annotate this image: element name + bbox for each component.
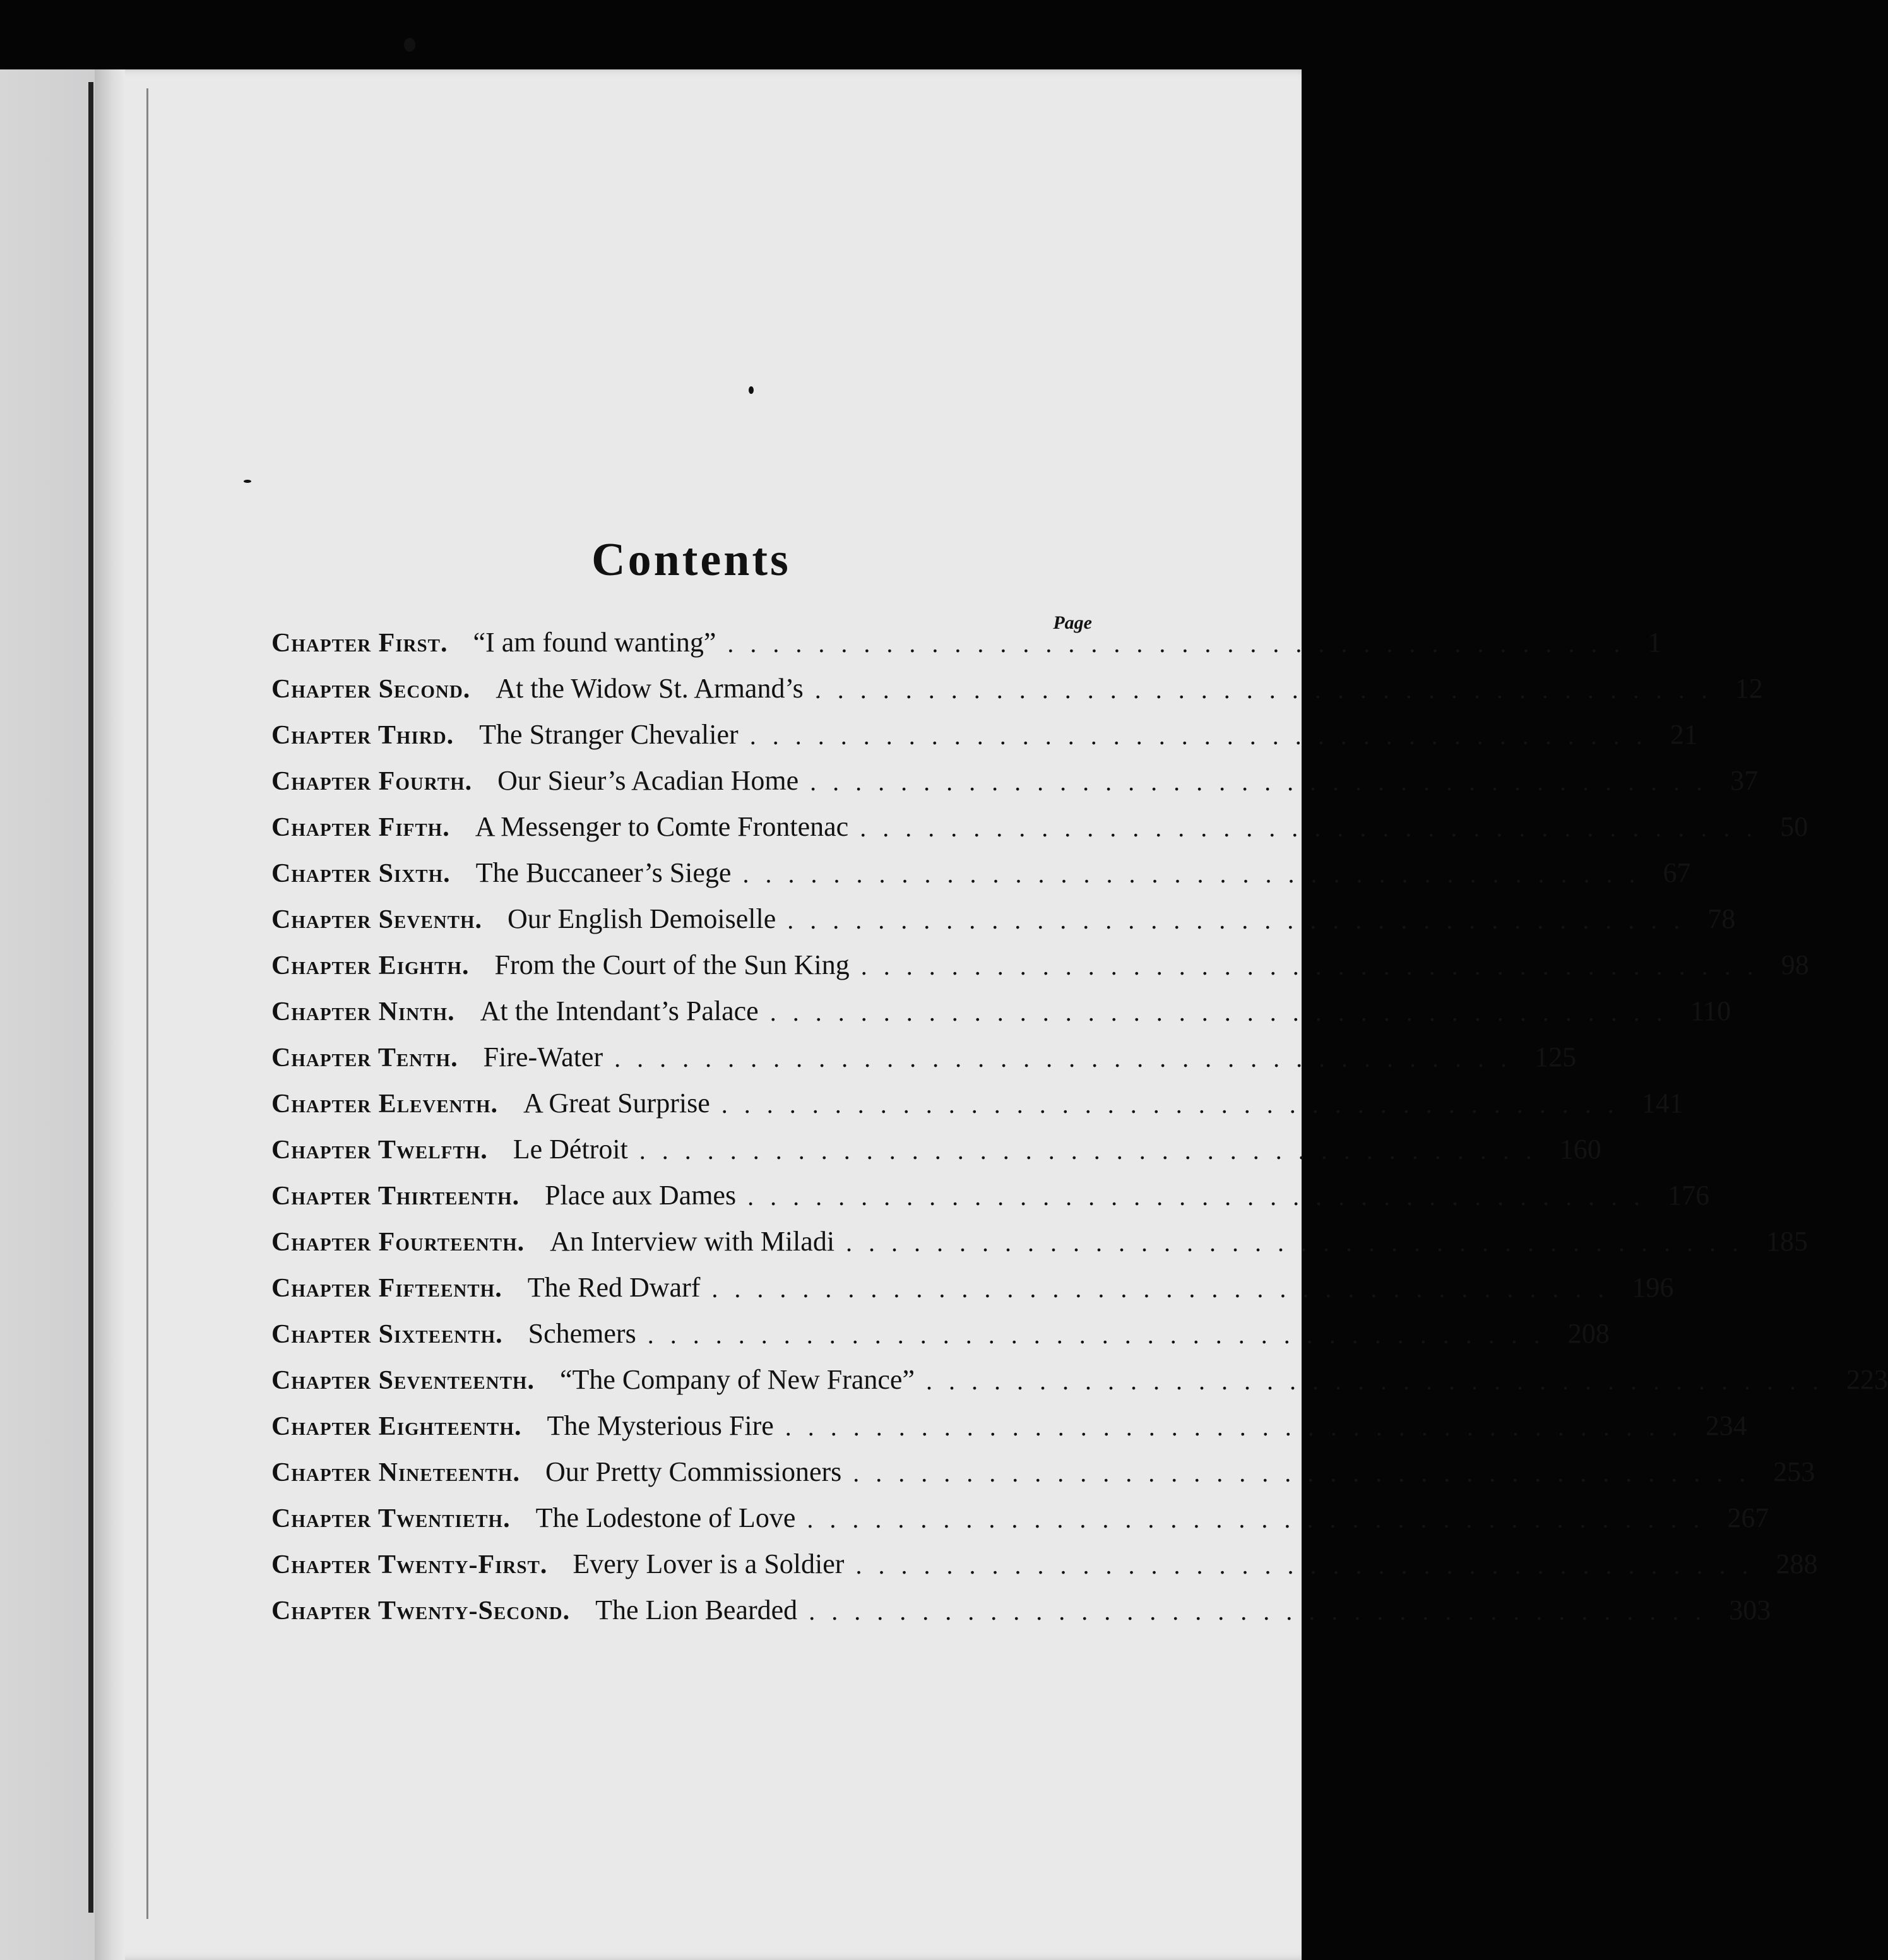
toc-entry: [271, 658, 1763, 704]
page-number: 110: [1690, 995, 1731, 1026]
chapter-label: Chapter Twenty-First.: [271, 1550, 548, 1579]
page-number: 141: [1641, 1088, 1683, 1119]
page-number: 160: [1559, 1134, 1601, 1165]
chapter-title: At the Intendant’s Palace: [480, 995, 759, 1026]
page-number: 253: [1773, 1456, 1815, 1487]
chapter-title: Every Lover is a Soldier: [573, 1548, 845, 1579]
gutter-line: [146, 88, 148, 1919]
toc-entry: [271, 1396, 1747, 1442]
toc-entry: [271, 1580, 1771, 1626]
dot-leader: ........................................: [749, 722, 1659, 750]
toc-entry: [271, 1534, 1818, 1580]
page-title: Contents: [591, 533, 791, 586]
toc-entry: [271, 1488, 1769, 1534]
page-number: 67: [1663, 857, 1691, 888]
toc-entry: [271, 1442, 1815, 1488]
toc-entry: [271, 1119, 1601, 1165]
page-number: 223: [1846, 1364, 1888, 1395]
chapter-label: Chapter Seventeenth.: [271, 1366, 535, 1395]
page-number: 303: [1729, 1595, 1771, 1625]
page-number: 78: [1707, 903, 1736, 934]
page-number: 98: [1781, 949, 1809, 980]
dot-leader: ........................................: [810, 768, 1719, 796]
ink-speck: [404, 38, 415, 52]
toc-entry: [271, 843, 1691, 889]
page-number: 21: [1670, 719, 1698, 750]
dot-leader: ........................................: [742, 860, 1652, 888]
chapter-label: Chapter Thirteenth.: [271, 1182, 520, 1211]
table-of-contents: [271, 612, 1888, 1626]
chapter-title: “I am found wanting”: [473, 627, 716, 658]
chapter-title: Our Pretty Commissioners: [545, 1456, 842, 1487]
chapter-label: Chapter Third.: [271, 721, 454, 750]
binding-shadow: [88, 82, 93, 1913]
chapter-label: Chapter Twentieth.: [271, 1504, 511, 1533]
chapter-label: Chapter Twelfth.: [271, 1136, 488, 1165]
page-gutter: [95, 69, 125, 1960]
chapter-label: Chapter Seventh.: [271, 905, 483, 934]
chapter-title: The Buccaneer’s Siege: [475, 857, 732, 888]
dot-leader: ........................................: [853, 1459, 1762, 1487]
dot-leader: ........................................: [711, 1274, 1621, 1303]
page-number: 185: [1766, 1226, 1808, 1257]
chapter-title: Fire-Water: [483, 1042, 603, 1072]
chapter-title: The Lodestone of Love: [535, 1502, 796, 1533]
chapter-label: Chapter Eighteenth.: [271, 1412, 522, 1441]
dot-leader: ........................................: [727, 629, 1637, 658]
chapter-title: A Messenger to Comte Frontenac: [475, 811, 849, 842]
toc-entry: [271, 612, 1662, 658]
chapter-title: Place aux Dames: [545, 1180, 737, 1211]
chapter-title: From the Court of the Sun King: [494, 949, 850, 980]
page-number: 125: [1535, 1042, 1577, 1072]
chapter-label: Chapter Sixth.: [271, 859, 451, 888]
page-number: 208: [1567, 1318, 1610, 1349]
facing-page-edge: [0, 69, 95, 1960]
dot-leader: ........................................: [807, 1505, 1716, 1533]
dot-leader: ........................................: [639, 1136, 1548, 1165]
page-number: 50: [1780, 811, 1808, 842]
chapter-label: Chapter Twenty-Second.: [271, 1596, 571, 1625]
dot-leader: ........................................: [860, 814, 1769, 842]
dot-leader: ........................................: [647, 1321, 1557, 1349]
toc-entry: [271, 981, 1731, 1027]
dot-leader: ........................................: [747, 1182, 1657, 1211]
page-number: 176: [1668, 1180, 1710, 1211]
chapter-label: Chapter Nineteenth.: [271, 1458, 520, 1487]
toc-entry: [271, 751, 1759, 797]
page-number: 37: [1730, 765, 1759, 796]
chapter-title: The Stranger Chevalier: [479, 719, 739, 750]
chapter-label: Chapter Fourteenth.: [271, 1228, 525, 1257]
dot-leader: ........................................: [814, 675, 1724, 704]
toc-entry: [271, 1073, 1683, 1119]
dot-leader: ........................................: [785, 1413, 1694, 1441]
page-number: 234: [1705, 1410, 1747, 1441]
chapter-title: A Great Surprise: [523, 1088, 710, 1119]
toc-entry: [271, 704, 1698, 751]
dot-leader: ........................................: [614, 1044, 1524, 1072]
chapter-title: The Lion Bearded: [595, 1595, 798, 1625]
chapter-label: Chapter Tenth.: [271, 1043, 458, 1072]
page-number: 267: [1727, 1502, 1769, 1533]
toc-entry: [271, 1350, 1888, 1396]
chapter-title: Our Sieur’s Acadian Home: [497, 765, 799, 796]
chapter-label: Chapter Fourth.: [271, 767, 473, 796]
chapter-label: Chapter Sixteenth.: [271, 1320, 503, 1349]
dot-leader: ........................................: [860, 952, 1770, 980]
dot-leader: ........................................: [846, 1228, 1755, 1257]
chapter-title: Schemers: [528, 1318, 636, 1349]
dot-leader: ........................................: [855, 1551, 1765, 1579]
ink-speck: [244, 480, 251, 483]
chapter-label: Chapter Eighth.: [271, 951, 470, 980]
dot-leader: ........................................: [721, 1090, 1630, 1119]
chapter-label: Chapter Fifteenth.: [271, 1274, 502, 1303]
chapter-title: Our English Demoiselle: [508, 903, 776, 934]
chapter-label: Chapter Eleventh.: [271, 1090, 499, 1119]
toc-entry: [271, 889, 1736, 935]
page-number: 288: [1776, 1548, 1818, 1579]
toc-entry: [271, 1165, 1710, 1211]
page-number: 196: [1632, 1272, 1674, 1303]
toc-entry: [271, 1304, 1610, 1350]
chapter-title: An Interview with Miladi: [550, 1226, 835, 1257]
dot-leader: ........................................: [787, 906, 1697, 934]
toc-entry: [271, 797, 1808, 843]
chapter-title: At the Widow St. Armand’s: [496, 673, 804, 704]
toc-entry: [271, 935, 1809, 981]
chapter-label: Chapter Ninth.: [271, 997, 455, 1026]
chapter-title: The Mysterious Fire: [547, 1410, 774, 1441]
chapter-title: Le Détroit: [513, 1134, 628, 1165]
chapter-label: Chapter First.: [271, 629, 448, 658]
dot-leader: ........................................: [809, 1597, 1718, 1625]
toc-entry: [271, 1211, 1808, 1257]
chapter-label: Chapter Fifth.: [271, 813, 450, 842]
chapter-title: “The Company of New France”: [559, 1364, 915, 1395]
dot-leader: ........................................: [769, 998, 1679, 1026]
chapter-title: The Red Dwarf: [527, 1272, 701, 1303]
page-number: 12: [1735, 673, 1763, 704]
chapter-label: Chapter Second.: [271, 675, 471, 704]
page-column-heading: Page: [1053, 612, 1092, 633]
toc-entry: [271, 1027, 1577, 1073]
toc-entry: [271, 1257, 1674, 1304]
dot-leader: ........................................: [926, 1367, 1835, 1395]
ink-speck: [749, 386, 754, 394]
page-number: 1: [1648, 627, 1662, 658]
